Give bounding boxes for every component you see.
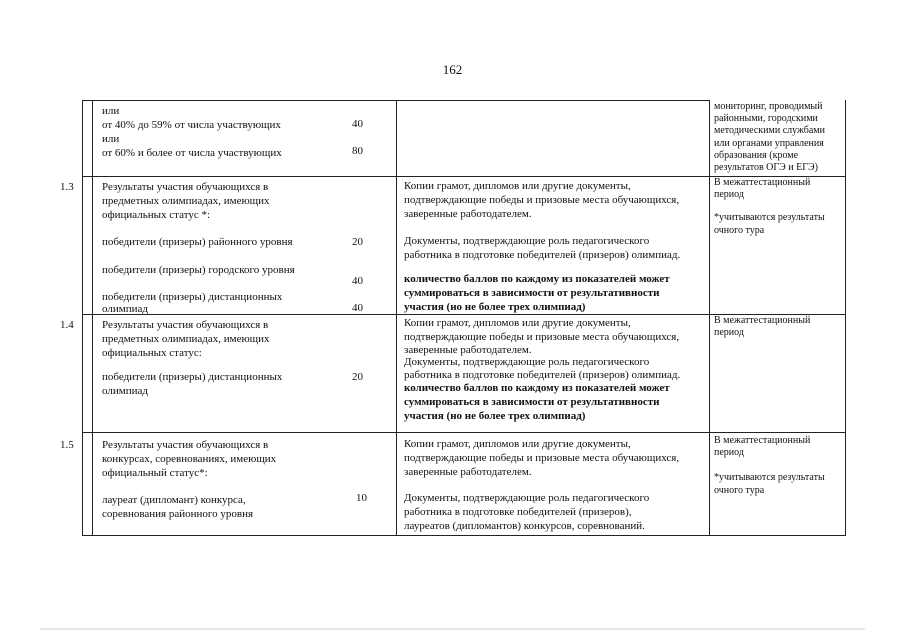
page-number: 162 [442,62,463,77]
criteria-item: победители (призеры) городского уровня [102,264,295,276]
criteria-title: Результаты участия обучающихся в [102,181,269,193]
note-text: методическими службами [714,125,825,136]
table-bottom-border [82,535,846,536]
criteria-text: или [102,105,120,117]
note-text: период [714,327,744,338]
criteria-title: предметных олимпиадах, имеющих [102,195,270,207]
column-border [396,100,397,536]
note-text: очного тура [714,485,765,496]
criteria-title: предметных олимпиадах, имеющих [102,333,270,345]
docs-text: заверенные работодателем. [404,208,532,220]
note-text: В межаттестационный [714,177,811,188]
row-divider [82,432,846,433]
score-value: 10 [356,492,367,504]
docs-text: работника в подготовке победителей (призеров) олимпиад. [404,249,681,261]
score-value: 20 [352,371,363,383]
docs-text: лауреатов (дипломантов) конкурсов, соревнований. [404,520,645,532]
row-number: 1.3 [60,181,74,193]
docs-text: Копии грамот, дипломов или другие документы, [404,180,631,192]
criteria-title: официальных статус: [102,347,202,359]
note-text: районными, городскими [714,113,818,124]
row-number: 1.4 [60,319,74,331]
column-border [92,100,93,536]
note-text: период [714,189,744,200]
docs-text: Копии грамот, дипломов или другие документы, [404,317,631,329]
score-value: 40 [352,118,363,130]
note-text: или органами управления [714,138,824,149]
criteria-text: от 60% и более от числа участвующих [102,147,282,159]
criteria-item: олимпиад [102,385,148,397]
docs-text: подтверждающие победы и призовые места обучающихся, [404,452,680,464]
note-text: *учитываются результаты [714,472,825,483]
column-border [709,100,710,536]
criteria-title: конкурсах, соревнованиях, имеющих [102,453,277,465]
criteria-item: соревнования районного уровня [102,508,254,520]
note-text: В межаттестационный [714,435,811,446]
column-border [845,100,846,536]
row-number: 1.5 [60,439,74,451]
scoring-rule: участия (но не более трех олимпиад) [404,410,586,422]
column-border [82,100,83,536]
note-text: В межаттестационный [714,315,811,326]
scoring-rule: участия (но не более трех олимпиад) [404,301,586,313]
criteria-title: Результаты участия обучающихся в [102,319,269,331]
note-text: очного тура [714,225,765,236]
criteria-title: официальных статус *: [102,209,211,221]
criteria-title: официальный статус*: [102,467,208,479]
criteria-item: лауреат (дипломант) конкурса, [102,494,246,506]
criteria-item: олимпиад [102,303,148,315]
scoring-rule: суммироваться в зависимости от результативности [404,396,660,408]
docs-text: работника в подготовке победителей (призеров) олимпиад. [404,369,681,381]
criteria-title: Результаты участия обучающихся в [102,439,269,451]
criteria-text: или [102,133,120,145]
note-text: мониторинг, проводимый [714,101,823,112]
docs-text: заверенные работодателем. [404,466,532,478]
note-text: *учитываются результаты [714,212,825,223]
criteria-item: победители (призеры) дистанционных [102,371,283,383]
docs-text: Документы, подтверждающие роль педагогического [404,235,650,247]
docs-text: Документы, подтверждающие роль педагогического [404,492,650,504]
docs-text: подтверждающие победы и призовые места обучающихся, [404,331,680,343]
scoring-rule: количество баллов по каждому из показателей может [404,382,670,394]
score-value: 40 [352,302,363,314]
criteria-text: от 40% до 59% от числа участвующих [102,119,281,131]
note-text: результатов ОГЭ и ЕГЭ) [714,162,818,173]
scoring-rule: количество баллов по каждому из показателей может [404,273,670,285]
note-text: образования (кроме [714,150,799,161]
score-value: 80 [352,145,363,157]
docs-text: подтверждающие победы и призовые места обучающихся, [404,194,680,206]
docs-text: Копии грамот, дипломов или другие документы, [404,438,631,450]
note-text: период [714,447,744,458]
docs-text: заверенные работодателем. [404,344,532,356]
criteria-item: победители (призеры) дистанционных [102,291,283,303]
docs-text: работника в подготовке победителей (призеров), [404,506,632,518]
docs-text: Документы, подтверждающие роль педагогического [404,356,650,368]
scoring-rule: суммироваться в зависимости от результативности [404,287,660,299]
score-value: 40 [352,275,363,287]
score-value: 20 [352,236,363,248]
criteria-item: победители (призеры) районного уровня [102,236,293,248]
scan-artifact [40,628,865,630]
